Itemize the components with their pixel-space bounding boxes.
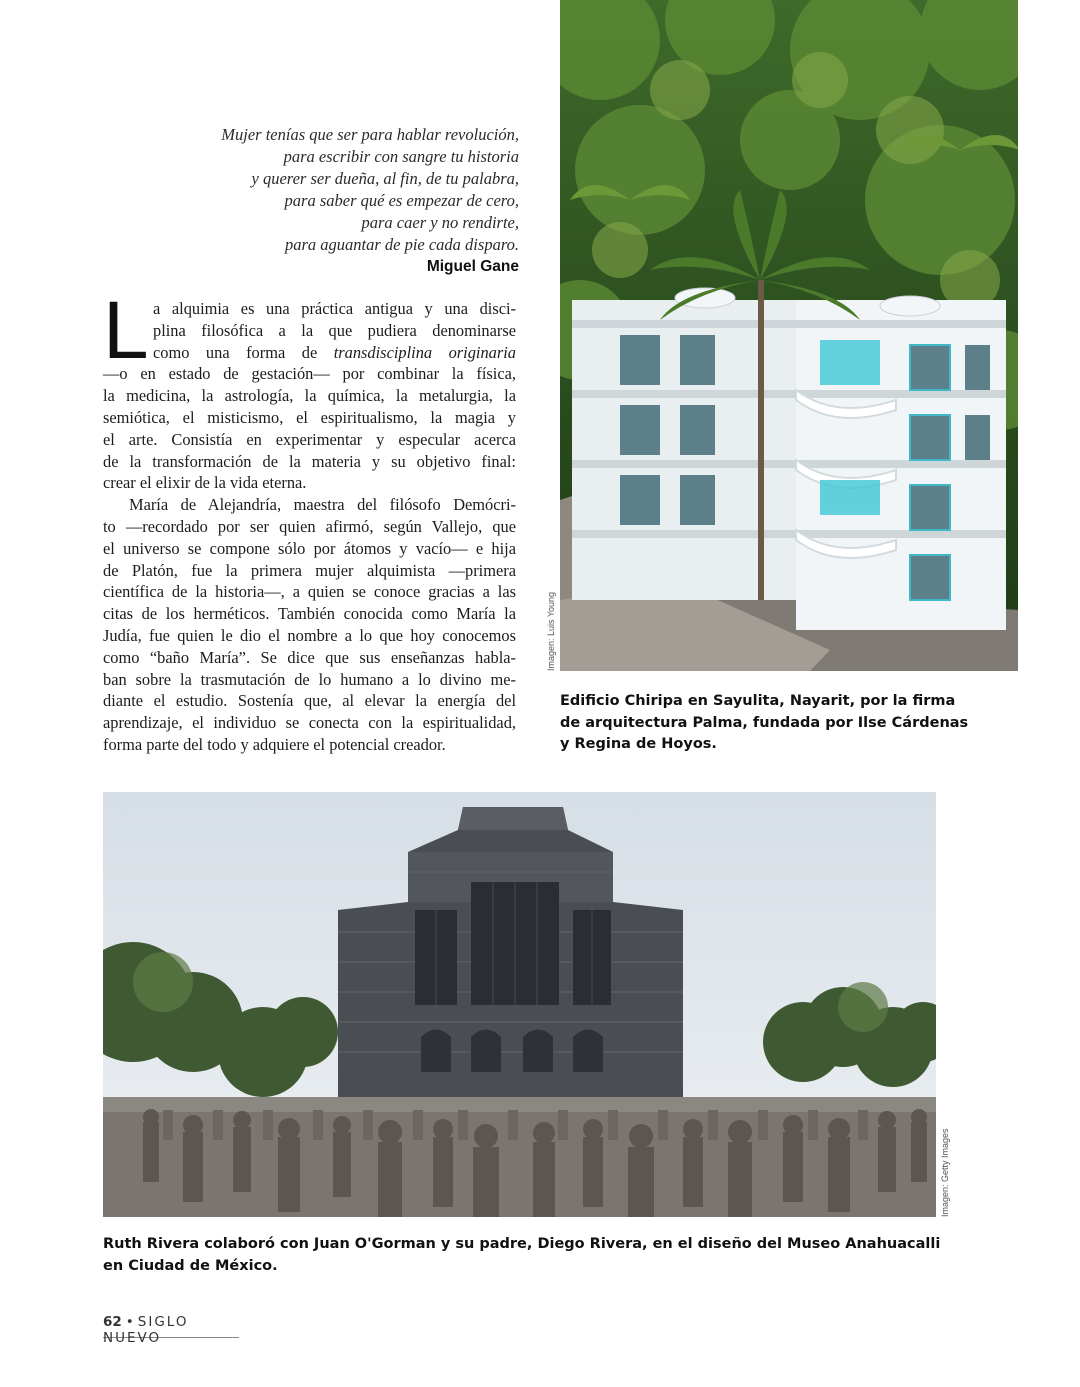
paragraph-line: Judía, fue quien le dio el nombre a lo que hoy conocemos bbox=[103, 625, 516, 645]
drop-cap: L bbox=[103, 285, 149, 376]
footer-separator: • bbox=[125, 1314, 134, 1330]
paragraph-line: de Platón, fue la primera mujer alquimista —primera bbox=[103, 560, 516, 580]
paragraph-line: la medicina, la astrología, la química, la metalurgia, la bbox=[103, 386, 516, 406]
paragraph-line: científica de la historia—, a quien se conoce gracias a las bbox=[103, 582, 516, 602]
epigraph-line: Mujer tenías que ser para hablar revolución, bbox=[221, 125, 519, 144]
paragraph-line: María de Alejandría, maestra del filósofo Demócri- bbox=[129, 495, 516, 515]
paragraph-line: —o en estado de gestación— por combinar la física, bbox=[103, 364, 516, 384]
paragraph-line bbox=[103, 342, 516, 364]
epigraph-line: y querer ser dueña, al fin, de tu palabra, bbox=[251, 169, 519, 188]
paragraph-text: como una forma de bbox=[153, 342, 334, 362]
epigraph-author: Miguel Gane bbox=[426, 258, 519, 275]
photo-credit: Imagen: Getty Images bbox=[940, 1128, 950, 1217]
paragraph-line: diante el estudio. Sostenía que, al elevar la energía del bbox=[103, 691, 516, 711]
paragraph-line: forma parte del todo y adquiere el potencial creador. bbox=[103, 734, 446, 754]
paragraph-line: el universo se compone sólo por átomos y vacío— e hija bbox=[103, 538, 516, 558]
paragraph-line: aprendizaje, el individuo se conecta con la espiritualidad, bbox=[103, 713, 516, 733]
paragraph-line: el arte. Consistía en experimentar y especular acerca bbox=[103, 429, 516, 449]
epigraph-line: para saber qué es empezar de cero, bbox=[284, 191, 519, 210]
page-footer bbox=[103, 1314, 239, 1346]
epigraph bbox=[150, 124, 519, 278]
paragraph-line: de la transformación de la materia y su objetivo final: bbox=[103, 451, 516, 471]
paragraph-line: ban sobre la trasmutación de lo humano a lo divino me- bbox=[103, 669, 516, 689]
museum-photo bbox=[103, 792, 936, 1217]
epigraph-line: para aguantar de pie cada disparo. bbox=[284, 235, 519, 254]
photo-credit: Imagen: Luis Young bbox=[546, 591, 556, 671]
emphasis-text: transdisciplina originaria bbox=[333, 342, 516, 362]
magazine-name: SIGLO NUEVO bbox=[103, 1314, 189, 1346]
paragraph-line: plina filosófica a la que pudiera denominarse bbox=[153, 320, 516, 340]
photo-caption: Ruth Rivera colaboró con Juan O'Gorman y su padre, Diego Rivera, en el diseño del Museo Anahuacalli en Ciudad de México. bbox=[103, 1236, 941, 1274]
article-body bbox=[103, 285, 516, 756]
epigraph-line: para caer y no rendirte, bbox=[361, 213, 519, 232]
paragraph-line: citas de los herméticos. También conocida como María la bbox=[103, 604, 516, 624]
paragraph-line: a alquimia es una práctica antigua y una disci- bbox=[153, 299, 516, 318]
page-number: 62 bbox=[103, 1314, 122, 1330]
paragraph-line: to —recordado por ser quien afirmó, según Vallejo, que bbox=[103, 516, 516, 536]
photo-caption: Edificio Chiripa en Sayulita, Nayarit, por la firma de arquitectura Palma, fundada por Ilse Cárdenas y Regina de Hoyos. bbox=[560, 693, 969, 752]
paragraph-line: semiótica, el misticismo, el espiritualismo, la magia y bbox=[103, 407, 516, 427]
paragraph-line: crear el elixir de la vida eterna. bbox=[103, 473, 307, 493]
building-photo bbox=[560, 0, 1018, 671]
epigraph-line: para escribir con sangre tu historia bbox=[283, 147, 519, 166]
paragraph-line: como “baño María”. Se dice que sus enseñanzas habla- bbox=[103, 647, 516, 667]
